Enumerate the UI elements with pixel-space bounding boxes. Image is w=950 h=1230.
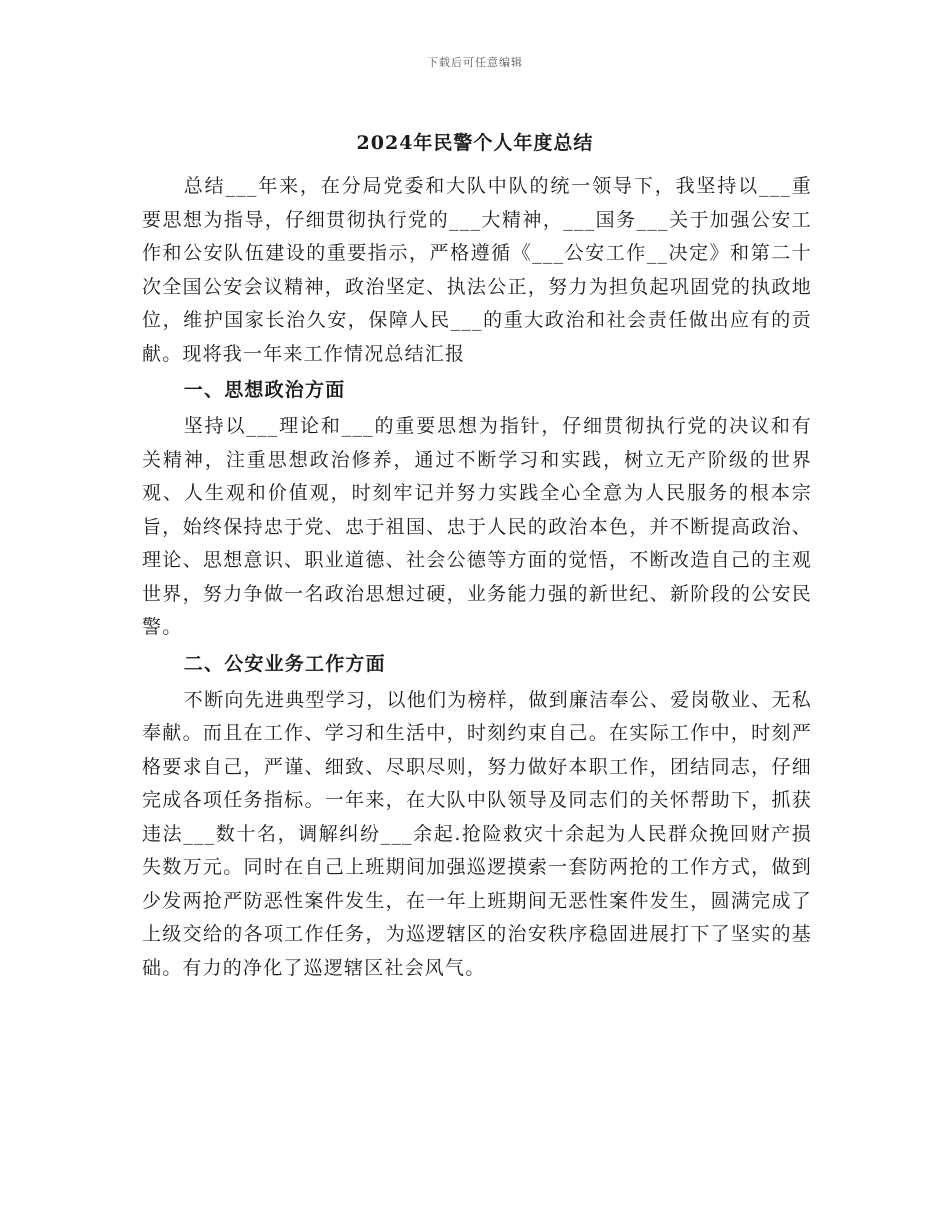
- document-body: [142, 170, 812, 985]
- section-paragraph-ideology: 坚持以___理论和___的重要思想为指针，仔细贯彻执行党的决议和有关精神，注重思想政治修养，通过不断学习和实践，树立无产阶级的世界观、人生观和价值观，时刻牢记并努力实践全心全意为人民服务的根本宗旨，始终保持忠于党、忠于祖国、忠于人民的政治本色，并不断提高政治、理论、思想意识、职业道德、社会公德等方面的觉悟，不断改造自己的主观世界，努力争做一名政治思想过硬，业务能力强的新世纪、新阶段的公安民警。: [142, 415, 812, 638]
- page-header-note: 下载后可任意编辑: [427, 56, 523, 69]
- intro-paragraph: 总结___年来，在分局党委和大队中队的统一领导下，我坚持以___重要思想为指导，仔细贯彻执行党的___大精神，___国务___关于加强公安工作和公安队伍建设的重要指示，严格遵循《___公安工作__决定》和第二十次全国公安会议精神，政治坚定、执法公正，努力为担负起巩固党的执政地位，维护国家长治久安，保障人民___的重大政治和社会责任做出应有的贡献。现将我一年来工作情况总结汇报: [142, 175, 812, 365]
- section-paragraph-police-work: 不断向先进典型学习，以他们为榜样，做到廉洁奉公、爱岗敬业、无私奉献。而且在工作、学习和生活中，时刻约束自己。在实际工作中，时刻严格要求自己，严谨、细致、尽职尽则，努力做好本职工作，团结同志，仔细完成各项任务指标。一年来，在大队中队领导及同志们的关怀帮助下，抓获违法___数十名，调解纠纷___余起.抢险救灾十余起为人民群众挽回财产损失数万元。同时在自己上班期间加强巡逻摸索一套防两抢的工作方式，做到少发两抢严防恶性案件发生，在一年上班期间无恶性案件发生，圆满完成了上级交给的各项工作任务，为巡逻辖区的治安秩序稳固进展打下了坚实的基础。有力的净化了巡逻辖区社会风气。: [142, 688, 812, 979]
- section-heading-police-work: 二、公安业务工作方面: [183, 652, 386, 675]
- document-title: 2024年民警个人年度总结: [356, 132, 594, 154]
- section-heading-ideology: 一、思想政治方面: [183, 379, 346, 401]
